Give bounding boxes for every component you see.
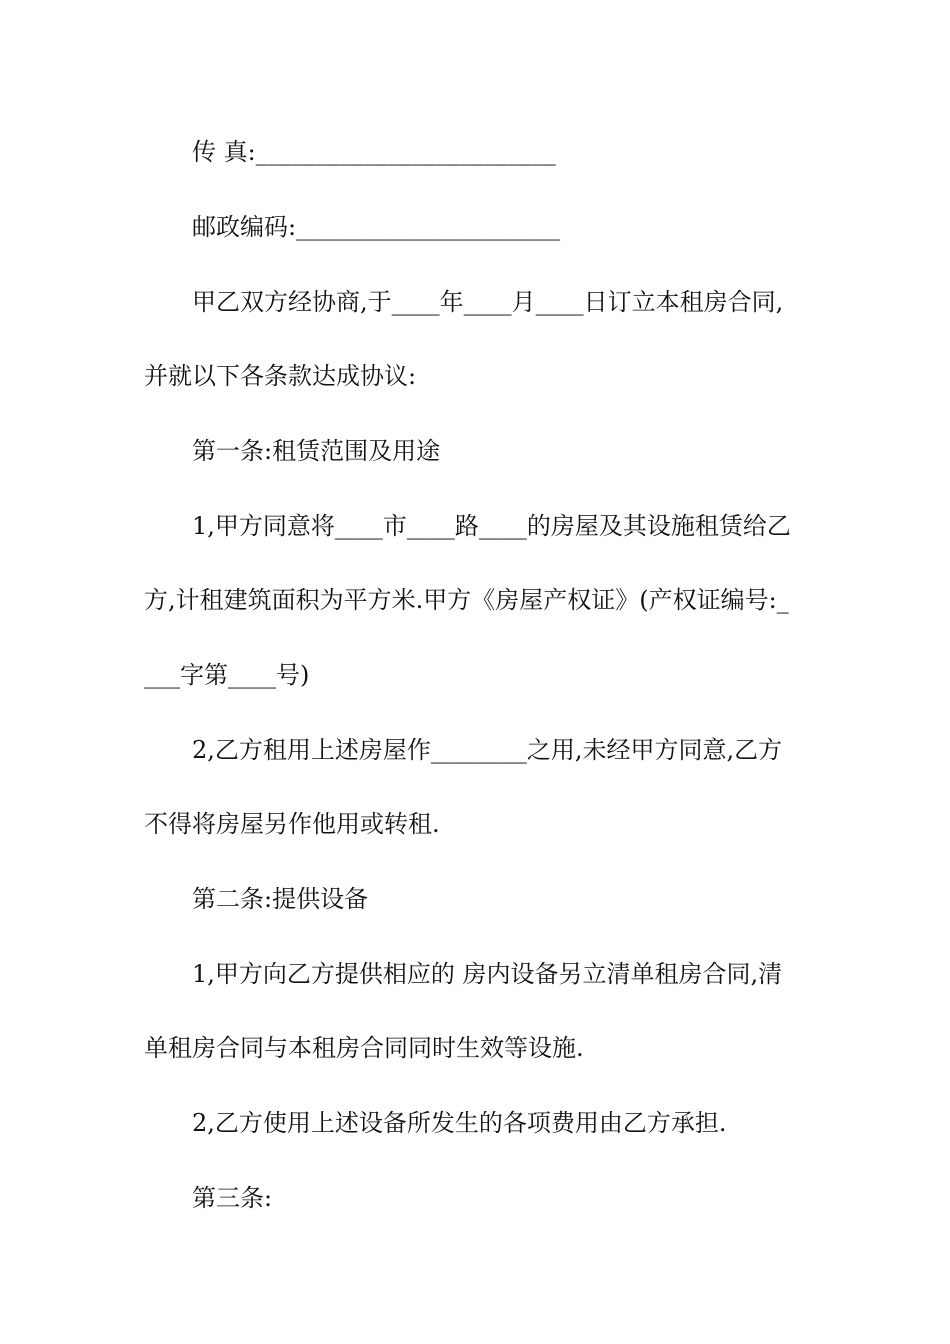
article-2-heading: 第二条:提供设备 bbox=[192, 885, 369, 913]
paragraph-agreement-line-1: 甲乙双方经协商,于____年____月____日订立本租房合同, bbox=[192, 288, 784, 316]
article-2-item-2: 2,乙方使用上述设备所发生的各项费用由乙方承担. bbox=[192, 1109, 727, 1137]
article-1-item-1-line-2: 方,计租建筑面积为平方米.甲方《房屋产权证》(产权证编号:_ bbox=[144, 586, 789, 614]
fax-line: 传 真:_________________________ bbox=[192, 138, 556, 166]
article-2-item-1-line-2: 单租房合同与本租房合同同时生效等设施. bbox=[144, 1034, 584, 1062]
article-1-item-1-line-3: ___字第____号) bbox=[144, 661, 310, 689]
article-1-item-2-line-2: 不得将房屋另作他用或转租. bbox=[144, 810, 440, 838]
article-1-item-2-line-1: 2,乙方租用上述房屋作________之用,未经甲方同意,乙方 bbox=[192, 736, 783, 764]
paragraph-agreement-line-2: 并就以下各条款达成协议: bbox=[144, 362, 417, 390]
article-1-item-1-line-1: 1,甲方同意将____市____路____的房屋及其设施租赁给乙 bbox=[192, 512, 791, 540]
article-2-item-1-line-1: 1,甲方向乙方提供相应的 房内设备另立清单租房合同,清 bbox=[192, 960, 783, 988]
postal-code-line: 邮政编码:______________________ bbox=[192, 213, 561, 241]
article-3-heading: 第三条: bbox=[192, 1184, 273, 1212]
article-1-heading: 第一条:租赁范围及用途 bbox=[192, 437, 441, 465]
